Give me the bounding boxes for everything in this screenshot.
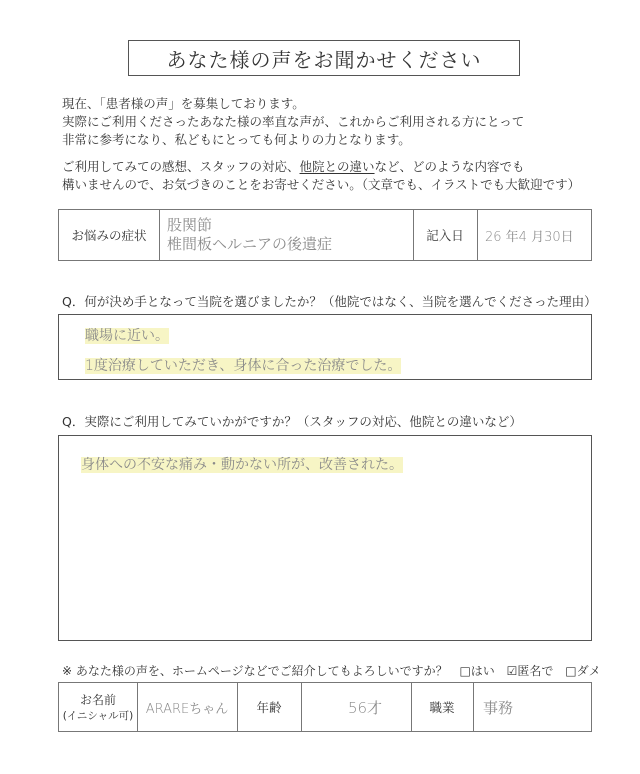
intro-line-1: 現在、「患者様の声」を募集しております。 — [62, 96, 305, 111]
name-label-line-1: お名前 — [79, 693, 116, 707]
symptom-label: お悩みの症状 — [71, 228, 147, 243]
intro-line-5: 構いませんので、お気づきのことをお寄せください。（文章でも、イラストでも大歓迎です） — [62, 177, 581, 192]
question-1-answer-box — [58, 314, 592, 380]
intro-line-4-underlined: 他院との違い — [299, 159, 375, 174]
name-label-line-2: (イニシャル可) — [62, 710, 134, 722]
symptom-value-line-2: 椎間板ヘルニアの後遺症 — [167, 235, 333, 253]
intro-line-3: 非常に参考になり、私どもにとっても何よりの力となります。 — [62, 132, 411, 147]
footer-table — [58, 682, 592, 732]
question-2-label: Q．実際にご利用してみていかがですか？（スタッフの対応、他院との違いなど） — [62, 414, 522, 429]
question-1-label: Q．何が決め手となって当院を選びましたか？（他院ではなく、当院を選んでくださった理由） — [62, 294, 597, 309]
symptom-table — [58, 209, 592, 261]
date-value: 26 年4 月30日 — [485, 229, 574, 245]
name-label — [59, 683, 137, 731]
age-label: 年齢 — [256, 700, 282, 715]
question-1-answer-line-1: 職場に近い。 — [85, 328, 169, 344]
consent-option-anonymous[interactable]: ☑匿名で — [506, 664, 554, 678]
job-label: 職業 — [429, 700, 455, 715]
consent-line — [62, 662, 601, 679]
consent-text: ※ あなた様の声を、ホームページなどでご紹介してもよろしいですか？ — [62, 664, 448, 678]
intro-line-2: 実際にご利用くださったあなた様の率直な声が、これからご利用される方にとって — [62, 114, 525, 129]
consent-option-yes[interactable]: □はい — [459, 664, 495, 678]
intro-line-4 — [62, 158, 525, 176]
age-value: 56才 — [347, 698, 383, 717]
symptom-value-line-1: 股関節 — [167, 216, 213, 234]
question-1-answer-line-2: 1度治療していただき、身体に合った治療でした。 — [85, 358, 402, 374]
consent-option-no[interactable]: □ダメ — [565, 664, 601, 678]
intro-line-4-pre: ご利用してみての感想、スタッフの対応、 — [62, 159, 300, 174]
intro-line-4-post: など、どのような内容でも — [374, 159, 525, 174]
name-value: ARAREちゃん — [145, 701, 229, 717]
question-2-answer-line-1: 身体への不安な痛み・動かない所が、改善された。 — [81, 457, 403, 473]
question-2-answer-box — [58, 435, 592, 641]
page-title: あなた様の声をお聞かせください — [128, 40, 520, 76]
job-value: 事務 — [483, 698, 514, 717]
date-label: 記入日 — [426, 228, 464, 243]
